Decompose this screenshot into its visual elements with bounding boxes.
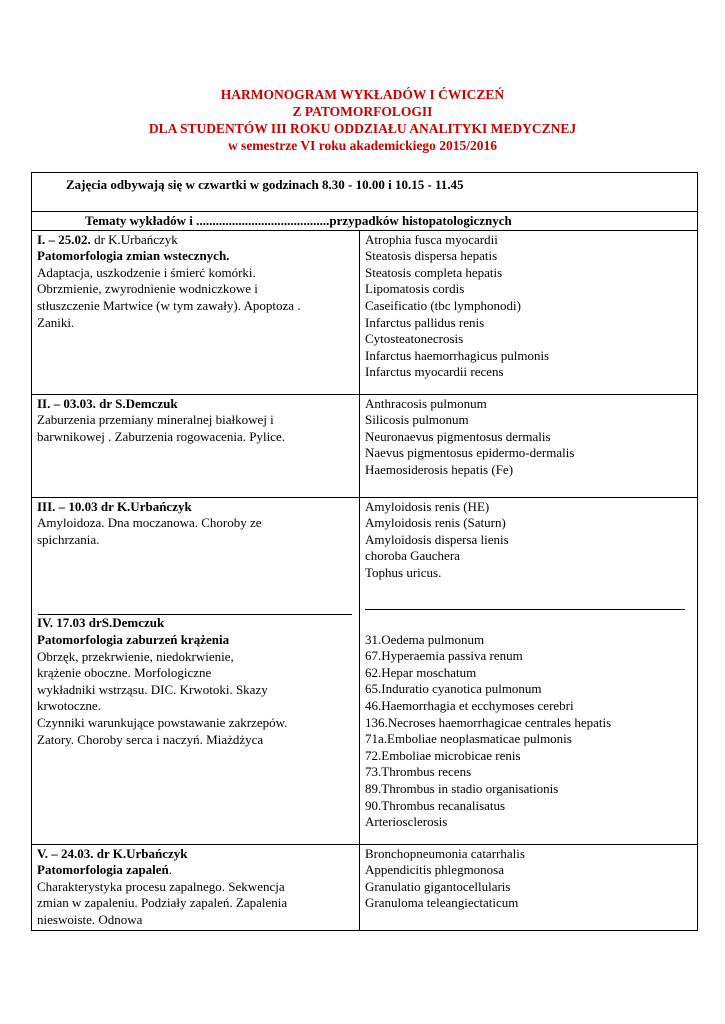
case-item: Naevus pigmentosus epidermo-dermalis [365, 445, 575, 461]
lecture-cell-3 [32, 497, 360, 844]
case-item: Steatosis dispersa hepatis [365, 248, 498, 264]
lecture-3-desc-line: spichrzania. [37, 531, 100, 547]
case-item: Appendicitis phlegmonosa [365, 862, 505, 878]
lecture-4-desc-line: krwotoczne. [37, 698, 101, 714]
lecture-4-desc-line: Czynniki warunkujące powstawanie zakrzepów. [37, 714, 288, 730]
lecture-1-heading [37, 232, 354, 249]
header-line-1: HARMONOGRAM WYKŁADÓW I ĆWICZEŃ [220, 87, 505, 102]
lecture-4-desc-line: Obrzęk, przekrwienie, niedokrwienie, [37, 648, 234, 664]
lecture-4-heading: IV. 17.03 drS.Demczuk [37, 615, 165, 631]
lecture-4-desc-line: krążenie oboczne. Morfologiczne [37, 665, 212, 681]
case-item: 72.Emboliae microbicae renis [365, 747, 521, 763]
case-item: 71a.Emboliae neoplasmaticae pulmonis [365, 731, 572, 747]
case-item: Lipomatosis cordis [365, 281, 465, 297]
case-item: 46.Haemorrhagia et ecchymoses cerebri [365, 697, 574, 713]
topics-header-text: Tematy wykładów i .........................................przypadków histopatologicznych [85, 213, 512, 228]
case-item: Steatosis completa hepatis [365, 264, 503, 280]
case-item: 62.Hepar moschatum [365, 664, 477, 680]
case-item: 90.Thrombus recanalisatus [365, 797, 506, 813]
lecture-2-desc-line: barwnikowej . Zaburzenia rogowacenia. Pylice. [37, 428, 285, 444]
lecture-5-lecturer: dr K.Urbańczyk [93, 845, 188, 861]
topics-header-cell [32, 212, 698, 231]
case-item: Amyloidosis dispersa lienis [365, 531, 509, 547]
table-row [32, 394, 698, 497]
case-item: Caseificatio (tbc lymphonodi) [365, 297, 521, 313]
case-item: Anthracosis pulmonum [365, 395, 487, 411]
case-item: Cytosteatonecrosis [365, 331, 464, 347]
lecture-4-desc-line: Zatory. Choroby serca i naczyń. Miażdżyca [37, 731, 264, 747]
case-item: Haemosiderosis hepatis (Fe) [365, 461, 514, 477]
lecture-5-title-line [37, 862, 354, 879]
schedule-hours-cell [32, 173, 698, 212]
table-row [32, 497, 698, 844]
case-item: 73.Thrombus recens [365, 764, 472, 780]
lecture-5-title-period: . [168, 862, 173, 878]
lecture-5-desc-line: nieswoiste. Odnowa [37, 911, 143, 927]
case-item: Amyloidosis renis (Saturn) [365, 515, 506, 531]
cases-cell-2 [360, 394, 698, 497]
lecture-1-title: Patomorfologia zmian wstecznych. [37, 248, 230, 264]
lecture-1-desc-line: Adaptacja, uszkodzenie i śmierć komórki. [37, 264, 256, 280]
lecture-5-desc-line: Charakterystyka procesu zapalnego. Sekwencja [37, 878, 285, 894]
lecture-3-heading: III. – 10.03 dr K.Urbańczyk [37, 498, 192, 514]
lecture-1-desc-line: stłuszczenie Martwice (w tym zawały). Apoptoza . [37, 297, 301, 313]
lecture-5-desc-line: zmian w zapaleniu. Podziały zapaleń. Zapalenia [37, 895, 288, 911]
document-header [0, 86, 725, 154]
cases-cell-1 [360, 230, 698, 394]
lecture-5-heading [37, 846, 354, 863]
cases-cell-5 [360, 844, 698, 930]
case-item: Infarctus pallidus renis [365, 314, 485, 330]
lecture-1-desc-line: Zaniki. [37, 314, 75, 330]
schedule-table [31, 172, 698, 931]
case-item: Amyloidosis renis (HE) [365, 498, 490, 514]
lecture-5-title: Patomorfologia zapaleń [37, 862, 169, 878]
case-item: Tophus uricus. [365, 564, 442, 580]
header-line-3: DLA STUDENTÓW III ROKU ODDZIAŁU ANALITYKI MEDYCZNEJ [148, 121, 577, 136]
lecture-cell-5 [32, 844, 360, 930]
lecture-1-desc-line: Obrzmienie, zwyrodnienie wodniczkowe i [37, 281, 258, 297]
lecture-5-number: V. – 24.03. [37, 845, 94, 861]
lecture-2-heading: II. – 03.03. dr S.Demczuk [37, 395, 178, 411]
lecture-cell-1 [32, 230, 360, 394]
table-row [32, 844, 698, 930]
lecture-4-desc-line: wykładniki wstrząsu. DIC. Krwotoki. Skazy [37, 681, 268, 697]
lecture-1-number: I. – 25.02. [37, 231, 91, 247]
case-item: 31.Oedema pulmonum [365, 631, 485, 647]
lecture-4-title: Patomorfologia zaburzeń krążenia [37, 631, 230, 647]
case-item: Granulatio gigantocellularis [365, 878, 511, 894]
case-item: 89.Thrombus in stadio organisationis [365, 780, 559, 796]
case-item: 67.Hyperaemia passiva renum [365, 648, 523, 664]
case-item: 65.Induratio cyanotica pulmonum [365, 681, 542, 697]
lecture-1-lecturer: dr K.Urbańczyk [90, 231, 178, 247]
case-item: Neuronaevus pigmentosus dermalis [365, 428, 551, 444]
case-item: choroba Gauchera [365, 548, 460, 564]
table-row [32, 230, 698, 394]
case-item: Silicosis pulmonum [365, 412, 469, 428]
lecture-cell-2 [32, 394, 360, 497]
schedule-hours-text: Zajęcia odbywają się w czwartki w godzinach 8.30 - 10.00 i 10.15 - 11.45 [66, 177, 464, 192]
case-item: Granuloma teleangiectaticum [365, 895, 519, 911]
header-line-2: Z PATOMORFOLOGII [292, 104, 433, 119]
lecture-3-desc-line: Amyloidoza. Dna moczanowa. Choroby ze [37, 515, 262, 531]
case-item: 136.Necroses haemorrhagicae centrales hepatis [365, 714, 612, 730]
case-item: Infarctus myocardii recens [365, 364, 504, 380]
case-item: Atrophia fusca myocardii [365, 231, 498, 247]
cases-cell-3 [360, 497, 698, 844]
case-item: Infarctus haemorrhagicus pulmonis [365, 347, 550, 363]
header-line-4: w semestrze VI roku akademickiego 2015/2016 [227, 138, 498, 153]
case-item: Bronchopneumonia catarrhalis [365, 845, 525, 861]
lecture-2-desc-line: Zaburzenia przemiany mineralnej białkowej i [37, 412, 274, 428]
case-item: Arteriosclerosis [365, 814, 448, 830]
